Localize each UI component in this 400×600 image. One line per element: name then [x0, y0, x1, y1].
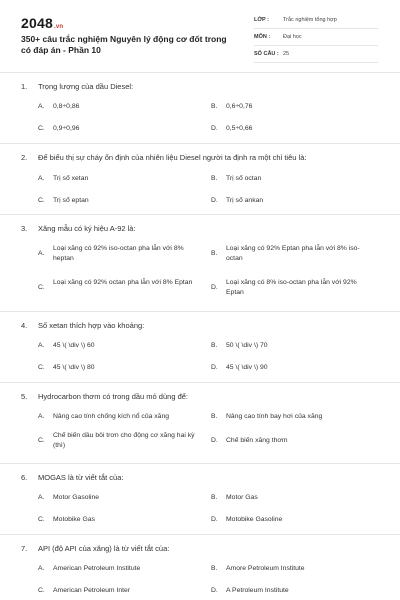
question-number: 7. — [21, 544, 28, 553]
meta-value: Trắc nghiệm tổng hợp — [283, 17, 337, 23]
option-letter: C. — [38, 516, 45, 523]
option-text: Chế biến dầu bôi trơn cho động cơ xăng hai kỳ (thì) — [53, 432, 195, 449]
meta-value: Đại học — [283, 34, 302, 40]
option-letter: C. — [38, 125, 45, 132]
question-item — [0, 215, 400, 312]
option-text: Amore Petroleum Institute — [226, 565, 305, 572]
option-letter: D. — [211, 437, 218, 444]
question-text: Để biểu thị sự cháy ổn định của nhiên liệu Diesel người ta định ra một chỉ tiêu là: — [38, 153, 307, 162]
question-stem — [21, 82, 133, 91]
option-letter: C. — [38, 587, 45, 594]
option-letter: D. — [211, 125, 218, 132]
option-letter: C. — [38, 197, 45, 204]
meta-row-count — [254, 49, 378, 63]
option-letter: A. — [38, 103, 45, 110]
option-text: Nâng cao tính bay hơi của xăng — [226, 413, 323, 420]
question-number: 3. — [21, 224, 28, 233]
question-text: Số xetan thích hợp vào khoảng: — [38, 321, 145, 330]
logo-main-text: 2048 — [21, 15, 53, 31]
question-text: Trọng lượng của dầu Diesel: — [38, 82, 134, 91]
question-number: 1. — [21, 82, 28, 91]
option-text: 0,5÷0,66 — [226, 125, 253, 132]
option-letter: A. — [38, 250, 45, 257]
document-title: 350+ câu trắc nghiệm Nguyên lý động cơ đốt trong có đáp án - Phần 10 — [21, 34, 227, 55]
option-text: Loại xăng có 8% iso-octan pha lẫn với 92% Eptan — [226, 279, 357, 296]
meta-label: MÔN : — [254, 34, 271, 40]
question-stem — [21, 473, 123, 482]
question-stem — [21, 544, 169, 553]
question-stem — [21, 392, 188, 401]
option-text: Loại xăng có 92% octan pha lẫn với 8% Eptan — [53, 279, 193, 286]
question-number: 4. — [21, 321, 28, 330]
option-letter: B. — [211, 342, 218, 349]
option-text: A Petroleum Institute — [226, 587, 289, 594]
option-letter: B. — [211, 175, 218, 182]
option-text: 45 \( \div \) 80 — [53, 364, 95, 371]
option-text: Trị số eptan — [53, 197, 89, 204]
option-letter: B. — [211, 494, 218, 501]
option-text: Motor Gasoline — [53, 494, 100, 501]
question-text: Hydrocarbon thơm có trong dầu mỏ dùng để: — [38, 392, 189, 401]
question-number: 5. — [21, 392, 28, 401]
question-item — [0, 144, 400, 215]
option-text: Loại xăng có 92% iso-octan pha lẫn với 8% heptan — [53, 245, 184, 262]
option-letter: D. — [211, 516, 218, 523]
meta-panel — [254, 15, 378, 66]
option-text: Trị số ankan — [226, 197, 264, 204]
option-text: 0,6÷0,76 — [226, 103, 253, 110]
meta-label: LỚP : — [254, 17, 269, 23]
option-letter: D. — [211, 197, 218, 204]
option-text: 0,8÷0,86 — [53, 103, 80, 110]
option-text: 45 \( \div \) 60 — [53, 342, 95, 349]
question-number: 2. — [21, 153, 28, 162]
meta-row-class — [254, 15, 378, 29]
meta-row-subject — [254, 32, 378, 46]
question-item — [0, 464, 400, 535]
question-item — [0, 73, 400, 144]
question-stem — [21, 153, 306, 162]
option-text: Trị số xetan — [53, 175, 89, 182]
option-text: 50 \( \div \) 70 — [226, 342, 268, 349]
meta-label: SỐ CÂU : — [254, 51, 279, 57]
option-letter: A. — [38, 494, 45, 501]
question-item — [0, 312, 400, 383]
option-text: American Petroleum Institute — [53, 565, 141, 572]
option-letter: B. — [211, 250, 218, 257]
question-item — [0, 383, 400, 464]
option-text: Loại xăng có 92% Eptan pha lẫn với 8% iso-octan — [226, 245, 360, 262]
option-text: Nâng cao tính chống kích nổ của xăng — [53, 413, 170, 420]
option-letter: C. — [38, 437, 45, 444]
option-text: 0,9÷0,96 — [53, 125, 80, 132]
option-letter: D. — [211, 364, 218, 371]
option-text: Motor Gas — [226, 494, 258, 501]
question-text: Xăng mẫu có ký hiệu A-92 là: — [38, 224, 136, 233]
logo-suffix-text: .vn — [53, 24, 64, 30]
option-letter: A. — [38, 342, 45, 349]
option-text: Motobike Gasoline — [226, 516, 283, 523]
option-text: Trị số octan — [226, 175, 262, 182]
option-text: Chế biến xăng thơm — [226, 437, 288, 444]
question-list — [0, 73, 400, 600]
option-letter: A. — [38, 413, 45, 420]
option-letter: A. — [38, 565, 45, 572]
option-letter: B. — [211, 103, 218, 110]
question-stem — [21, 321, 144, 330]
question-number: 6. — [21, 473, 28, 482]
option-text: Motobike Gas — [53, 516, 95, 523]
question-stem — [21, 224, 136, 233]
question-text: MOGAS là từ viết tắt của: — [38, 473, 124, 482]
option-letter: C. — [38, 284, 45, 291]
option-text: 45 \( \div \) 90 — [226, 364, 268, 371]
question-item — [0, 535, 400, 600]
option-letter: D. — [211, 284, 218, 291]
option-letter: D. — [211, 587, 218, 594]
site-logo[interactable] — [21, 15, 63, 31]
meta-value: 25 — [283, 51, 290, 57]
option-letter: A. — [38, 175, 45, 182]
option-text: American Petroleum Inter — [53, 587, 131, 594]
option-letter: C. — [38, 364, 45, 371]
document-header — [0, 0, 400, 70]
question-text: API (độ API của xăng) là từ viết tắt của: — [38, 544, 170, 553]
option-letter: B. — [211, 413, 218, 420]
option-letter: B. — [211, 565, 218, 572]
